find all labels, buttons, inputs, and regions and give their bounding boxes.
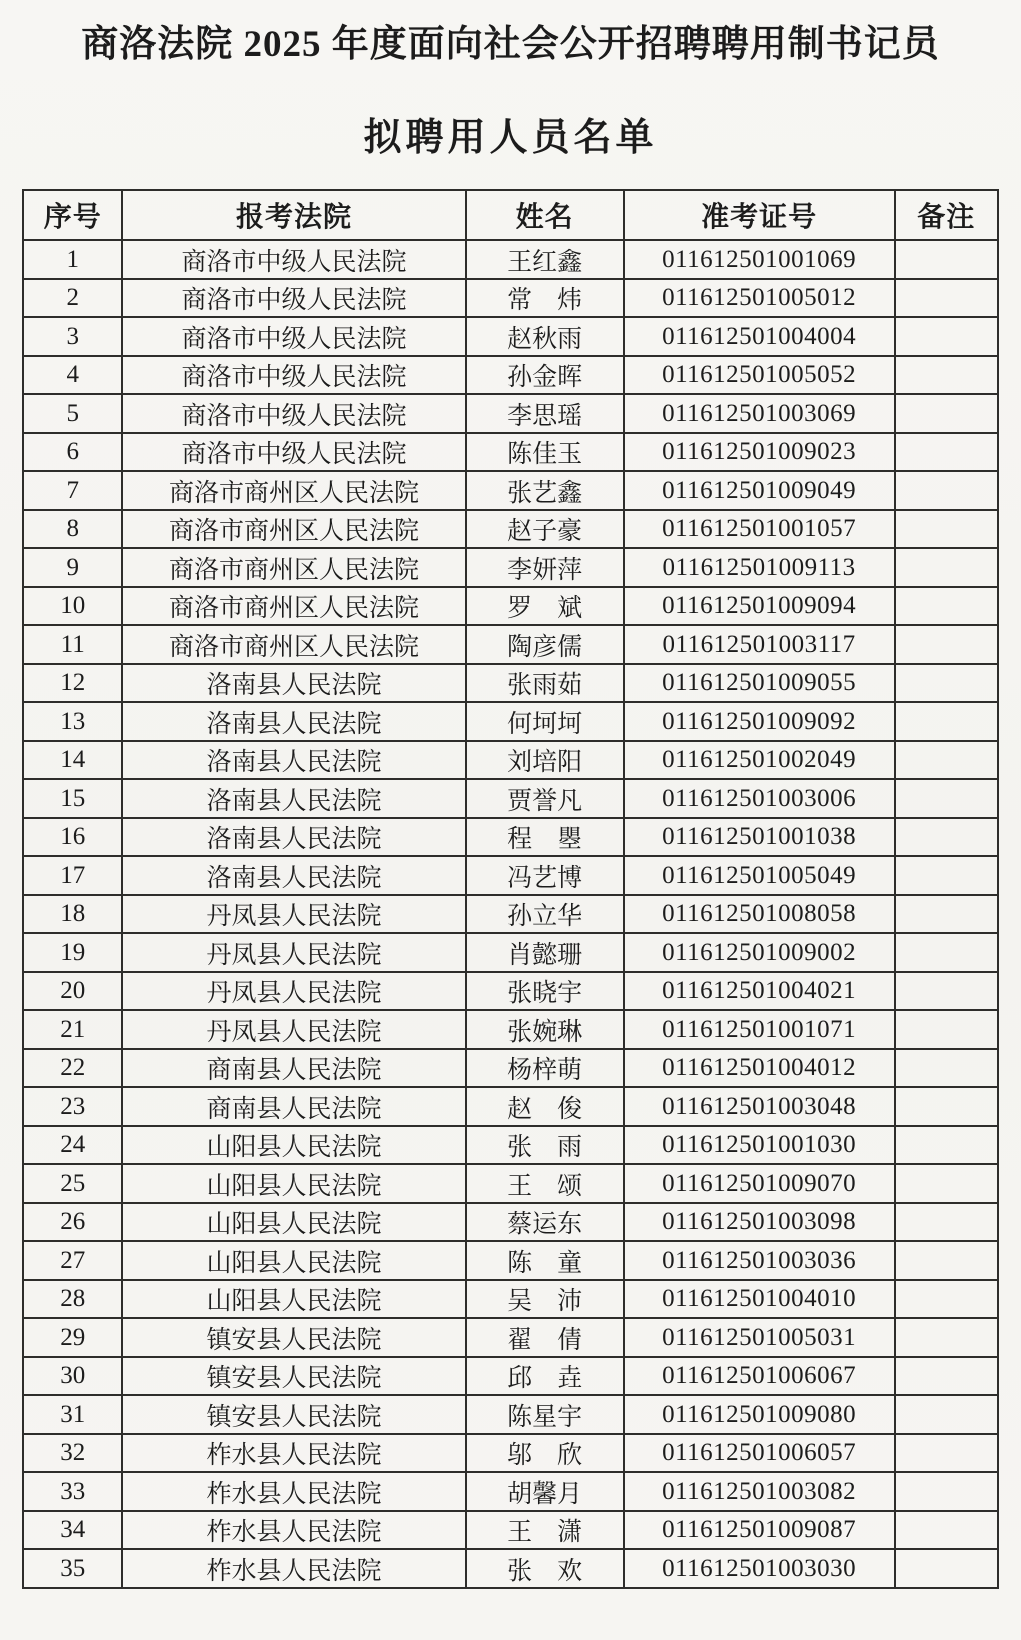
remark-cell: [895, 972, 998, 1011]
remark-cell: [895, 818, 998, 857]
court-cell: 商洛市中级人民法院: [122, 279, 465, 318]
table-row: [23, 856, 998, 895]
name-cell: 赵 俊: [466, 1087, 624, 1126]
table-row: [23, 548, 998, 587]
ticket-number-cell: 011612501004004: [624, 317, 895, 356]
ticket-number-cell: 011612501001071: [624, 1010, 895, 1049]
serial-number-cell: 14: [23, 741, 122, 780]
table-row: [23, 1203, 998, 1242]
table-row: [23, 702, 998, 741]
court-cell: 洛南县人民法院: [122, 702, 465, 741]
ticket-number-cell: 011612501004012: [624, 1049, 895, 1088]
court-cell: 商洛市商州区人民法院: [122, 587, 465, 626]
table-row: [23, 972, 998, 1011]
table-row: [23, 779, 998, 818]
ticket-number-cell: 011612501009055: [624, 664, 895, 703]
remark-cell: [895, 356, 998, 395]
ticket-number-cell: 011612501003036: [624, 1241, 895, 1280]
remark-cell: [895, 1203, 998, 1242]
serial-number-cell: 26: [23, 1203, 122, 1242]
serial-number-cell: 3: [23, 317, 122, 356]
remark-cell: [895, 433, 998, 472]
ticket-number-cell: 011612501002049: [624, 741, 895, 780]
serial-number-cell: 6: [23, 433, 122, 472]
court-cell: 商洛市商州区人民法院: [122, 548, 465, 587]
serial-number-cell: 30: [23, 1357, 122, 1396]
ticket-number-cell: 011612501009094: [624, 587, 895, 626]
name-cell: 赵子豪: [466, 510, 624, 549]
court-cell: 洛南县人民法院: [122, 818, 465, 857]
table-row: [23, 895, 998, 934]
remark-cell: [895, 1472, 998, 1511]
court-cell: 山阳县人民法院: [122, 1203, 465, 1242]
table-row: [23, 317, 998, 356]
ticket-number-cell: 011612501009113: [624, 548, 895, 587]
ticket-number-cell: 011612501009092: [624, 702, 895, 741]
serial-number-cell: 32: [23, 1434, 122, 1473]
remark-cell: [895, 1318, 998, 1357]
name-cell: 孙金晖: [466, 356, 624, 395]
header-ticket-number: 准考证号: [624, 190, 895, 240]
name-cell: 常 炜: [466, 279, 624, 318]
court-cell: 商洛市中级人民法院: [122, 356, 465, 395]
remark-cell: [895, 779, 998, 818]
ticket-number-cell: 011612501009070: [624, 1164, 895, 1203]
serial-number-cell: 16: [23, 818, 122, 857]
court-cell: 洛南县人民法院: [122, 779, 465, 818]
serial-number-cell: 17: [23, 856, 122, 895]
table-row: [23, 1511, 998, 1550]
serial-number-cell: 19: [23, 933, 122, 972]
court-cell: 商洛市商州区人民法院: [122, 625, 465, 664]
table-row: [23, 1126, 998, 1165]
name-cell: 张艺鑫: [466, 471, 624, 510]
name-cell: 何坷坷: [466, 702, 624, 741]
name-cell: 冯艺博: [466, 856, 624, 895]
ticket-number-cell: 011612501003048: [624, 1087, 895, 1126]
name-cell: 邬 欣: [466, 1434, 624, 1473]
table-row: [23, 240, 998, 279]
court-cell: 镇安县人民法院: [122, 1395, 465, 1434]
ticket-number-cell: 011612501005049: [624, 856, 895, 895]
table-header-row: [23, 190, 998, 240]
table-row: [23, 1241, 998, 1280]
table-header: [23, 190, 998, 240]
ticket-number-cell: 011612501003069: [624, 394, 895, 433]
serial-number-cell: 1: [23, 240, 122, 279]
serial-number-cell: 21: [23, 1010, 122, 1049]
court-cell: 商洛市商州区人民法院: [122, 471, 465, 510]
ticket-number-cell: 011612501004021: [624, 972, 895, 1011]
ticket-number-cell: 011612501003082: [624, 1472, 895, 1511]
remark-cell: [895, 1087, 998, 1126]
serial-number-cell: 12: [23, 664, 122, 703]
name-cell: 吴 沛: [466, 1280, 624, 1319]
table-row: [23, 510, 998, 549]
table-row: [23, 1357, 998, 1396]
remark-cell: [895, 1164, 998, 1203]
name-cell: 张婉琳: [466, 1010, 624, 1049]
name-cell: 张 雨: [466, 1126, 624, 1165]
serial-number-cell: 28: [23, 1280, 122, 1319]
name-cell: 张 欢: [466, 1549, 624, 1588]
ticket-number-cell: 011612501009080: [624, 1395, 895, 1434]
court-cell: 商南县人民法院: [122, 1049, 465, 1088]
ticket-number-cell: 011612501005052: [624, 356, 895, 395]
name-cell: 赵秋雨: [466, 317, 624, 356]
serial-number-cell: 13: [23, 702, 122, 741]
remark-cell: [895, 587, 998, 626]
serial-number-cell: 20: [23, 972, 122, 1011]
remark-cell: [895, 1549, 998, 1588]
name-cell: 李思瑶: [466, 394, 624, 433]
name-cell: 胡馨月: [466, 1472, 624, 1511]
remark-cell: [895, 548, 998, 587]
table-row: [23, 1549, 998, 1588]
table-row: [23, 1010, 998, 1049]
name-cell: 张雨茹: [466, 664, 624, 703]
court-cell: 洛南县人民法院: [122, 856, 465, 895]
name-cell: 邱 垚: [466, 1357, 624, 1396]
ticket-number-cell: 011612501005031: [624, 1318, 895, 1357]
remark-cell: [895, 895, 998, 934]
serial-number-cell: 24: [23, 1126, 122, 1165]
ticket-number-cell: 011612501009087: [624, 1511, 895, 1550]
ticket-number-cell: 011612501004010: [624, 1280, 895, 1319]
table-row: [23, 587, 998, 626]
table-row: [23, 818, 998, 857]
remark-cell: [895, 702, 998, 741]
name-cell: 陶彦儒: [466, 625, 624, 664]
table-row: [23, 1472, 998, 1511]
serial-number-cell: 11: [23, 625, 122, 664]
header-court-applied: 报考法院: [122, 190, 465, 240]
table-row: [23, 933, 998, 972]
personnel-table: [22, 189, 999, 1589]
court-cell: 山阳县人民法院: [122, 1280, 465, 1319]
header-remarks: 备注: [895, 190, 998, 240]
serial-number-cell: 31: [23, 1395, 122, 1434]
serial-number-cell: 34: [23, 1511, 122, 1550]
court-cell: 商南县人民法院: [122, 1087, 465, 1126]
ticket-number-cell: 011612501001069: [624, 240, 895, 279]
court-cell: 丹凤县人民法院: [122, 972, 465, 1011]
court-cell: 柞水县人民法院: [122, 1549, 465, 1588]
table-row: [23, 1280, 998, 1319]
remark-cell: [895, 933, 998, 972]
remark-cell: [895, 1241, 998, 1280]
serial-number-cell: 29: [23, 1318, 122, 1357]
table-row: [23, 471, 998, 510]
serial-number-cell: 10: [23, 587, 122, 626]
ticket-number-cell: 011612501005012: [624, 279, 895, 318]
court-cell: 丹凤县人民法院: [122, 933, 465, 972]
name-cell: 罗 斌: [466, 587, 624, 626]
name-cell: 张晓宇: [466, 972, 624, 1011]
name-cell: 陈佳玉: [466, 433, 624, 472]
court-cell: 丹凤县人民法院: [122, 895, 465, 934]
name-cell: 肖懿珊: [466, 933, 624, 972]
table-row: [23, 433, 998, 472]
ticket-number-cell: 011612501003117: [624, 625, 895, 664]
ticket-number-cell: 011612501001030: [624, 1126, 895, 1165]
table-row: [23, 741, 998, 780]
serial-number-cell: 35: [23, 1549, 122, 1588]
remark-cell: [895, 1126, 998, 1165]
table-row: [23, 356, 998, 395]
serial-number-cell: 22: [23, 1049, 122, 1088]
document-title: 商洛法院 2025 年度面向社会公开招聘聘用制书记员: [81, 24, 940, 65]
serial-number-cell: 25: [23, 1164, 122, 1203]
court-cell: 镇安县人民法院: [122, 1318, 465, 1357]
name-cell: 杨梓萌: [466, 1049, 624, 1088]
remark-cell: [895, 317, 998, 356]
ticket-number-cell: 011612501009023: [624, 433, 895, 472]
remark-cell: [895, 510, 998, 549]
serial-number-cell: 7: [23, 471, 122, 510]
name-cell: 刘培阳: [466, 741, 624, 780]
header-name: 姓名: [466, 190, 624, 240]
table-row: [23, 664, 998, 703]
remark-cell: [895, 1434, 998, 1473]
remark-cell: [895, 279, 998, 318]
court-cell: 商洛市商州区人民法院: [122, 510, 465, 549]
remark-cell: [895, 741, 998, 780]
serial-number-cell: 9: [23, 548, 122, 587]
court-cell: 镇安县人民法院: [122, 1357, 465, 1396]
court-cell: 洛南县人民法院: [122, 664, 465, 703]
court-cell: 山阳县人民法院: [122, 1164, 465, 1203]
table-row: [23, 1087, 998, 1126]
table-row: [23, 625, 998, 664]
court-cell: 丹凤县人民法院: [122, 1010, 465, 1049]
remark-cell: [895, 1280, 998, 1319]
name-cell: 孙立华: [466, 895, 624, 934]
court-cell: 商洛市中级人民法院: [122, 317, 465, 356]
court-cell: 商洛市中级人民法院: [122, 433, 465, 472]
court-cell: 山阳县人民法院: [122, 1126, 465, 1165]
remark-cell: [895, 625, 998, 664]
serial-number-cell: 2: [23, 279, 122, 318]
serial-number-cell: 8: [23, 510, 122, 549]
serial-number-cell: 27: [23, 1241, 122, 1280]
remark-cell: [895, 1049, 998, 1088]
table-row: [23, 1434, 998, 1473]
court-cell: 柞水县人民法院: [122, 1434, 465, 1473]
court-cell: 柞水县人民法院: [122, 1511, 465, 1550]
remark-cell: [895, 1395, 998, 1434]
serial-number-cell: 18: [23, 895, 122, 934]
ticket-number-cell: 011612501003006: [624, 779, 895, 818]
serial-number-cell: 4: [23, 356, 122, 395]
ticket-number-cell: 011612501006067: [624, 1357, 895, 1396]
name-cell: 王红鑫: [466, 240, 624, 279]
table-row: [23, 1049, 998, 1088]
table-row: [23, 394, 998, 433]
table-row: [23, 1318, 998, 1357]
ticket-number-cell: 011612501008058: [624, 895, 895, 934]
table-row: [23, 1164, 998, 1203]
court-cell: 洛南县人民法院: [122, 741, 465, 780]
remark-cell: [895, 1511, 998, 1550]
court-cell: 柞水县人民法院: [122, 1472, 465, 1511]
name-cell: 贾誉凡: [466, 779, 624, 818]
name-cell: 陈 童: [466, 1241, 624, 1280]
name-cell: 翟 倩: [466, 1318, 624, 1357]
remark-cell: [895, 856, 998, 895]
name-cell: 蔡运东: [466, 1203, 624, 1242]
remark-cell: [895, 664, 998, 703]
remark-cell: [895, 394, 998, 433]
ticket-number-cell: 011612501001038: [624, 818, 895, 857]
table-body: [23, 240, 998, 1588]
document-subtitle: 拟聘用人员名单: [363, 116, 658, 159]
name-cell: 李妍萍: [466, 548, 624, 587]
ticket-number-cell: 011612501003030: [624, 1549, 895, 1588]
remark-cell: [895, 471, 998, 510]
name-cell: 王 潇: [466, 1511, 624, 1550]
ticket-number-cell: 011612501009049: [624, 471, 895, 510]
court-cell: 商洛市中级人民法院: [122, 394, 465, 433]
table-row: [23, 279, 998, 318]
court-cell: 商洛市中级人民法院: [122, 240, 465, 279]
ticket-number-cell: 011612501001057: [624, 510, 895, 549]
remark-cell: [895, 240, 998, 279]
serial-number-cell: 5: [23, 394, 122, 433]
serial-number-cell: 23: [23, 1087, 122, 1126]
ticket-number-cell: 011612501006057: [624, 1434, 895, 1473]
remark-cell: [895, 1010, 998, 1049]
serial-number-cell: 15: [23, 779, 122, 818]
ticket-number-cell: 011612501003098: [624, 1203, 895, 1242]
name-cell: 王 颂: [466, 1164, 624, 1203]
remark-cell: [895, 1357, 998, 1396]
court-cell: 山阳县人民法院: [122, 1241, 465, 1280]
table-row: [23, 1395, 998, 1434]
ticket-number-cell: 011612501009002: [624, 933, 895, 972]
serial-number-cell: 33: [23, 1472, 122, 1511]
name-cell: 程 瞾: [466, 818, 624, 857]
header-serial-number: 序号: [23, 190, 122, 240]
name-cell: 陈星宇: [466, 1395, 624, 1434]
